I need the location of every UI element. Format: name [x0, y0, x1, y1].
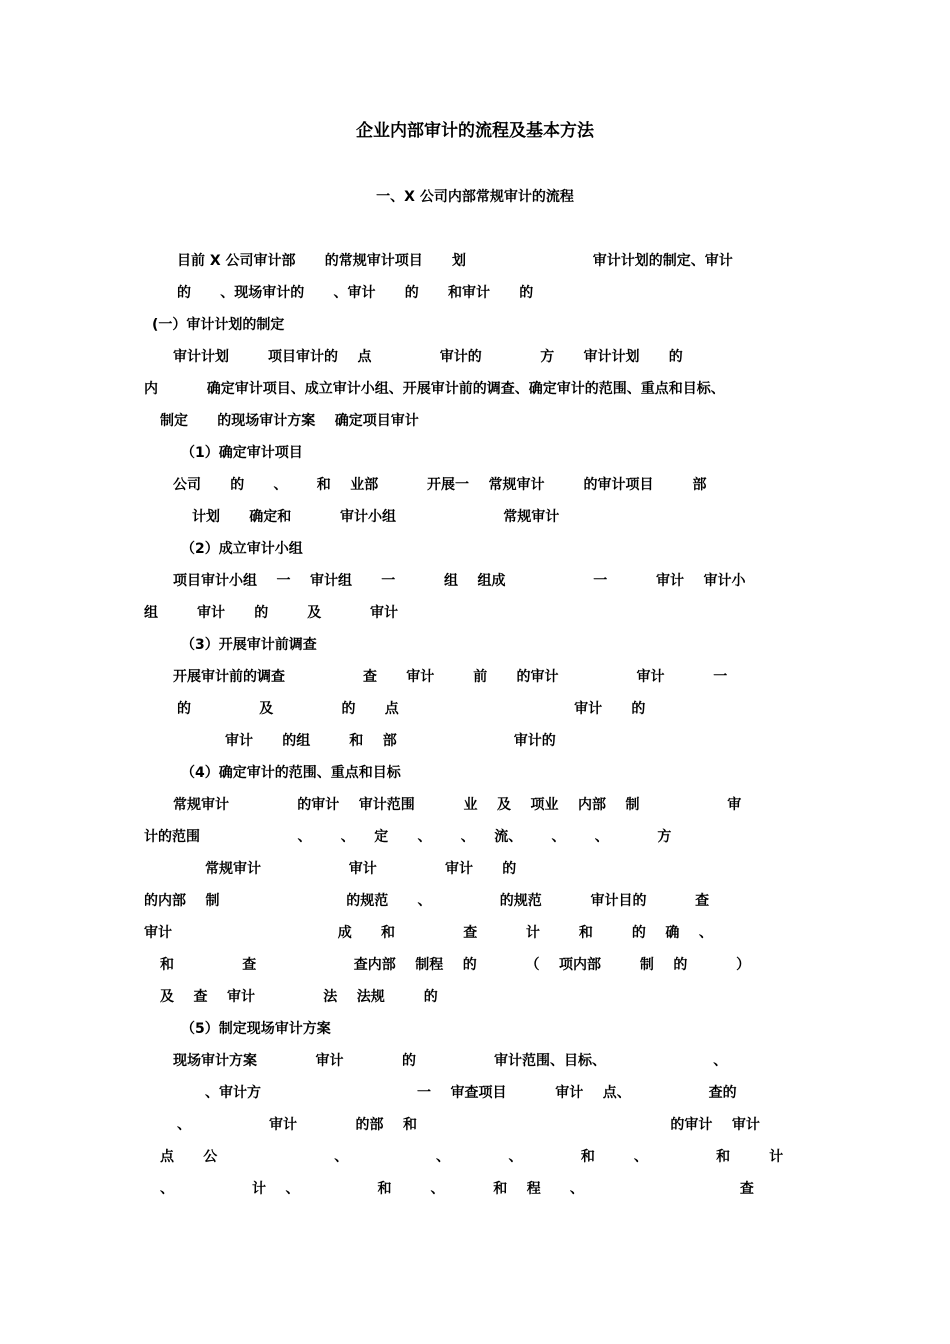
body-line: 常规审计 审计 审计 的 [205, 861, 517, 877]
body-line: 和 查 查内部 制程 的 （ 项内部 制 的 ） [160, 957, 751, 973]
body-line: 目前 X 公司审计部 的常规审计项目 划 审计计划的制定、审计 [177, 253, 733, 269]
item-heading: （3）开展审计前调查 [181, 637, 317, 653]
section-heading: 一、X 公司内部常规审计的流程 [376, 189, 574, 205]
body-line: 审计 的组 和 部 审计的 [225, 733, 556, 749]
item-heading: （4）确定审计的范围、重点和目标 [181, 765, 401, 781]
body-line: 的 及 的 点 审计 的 [177, 701, 646, 717]
body-line: 的内部 制 的规范 、 的规范 审计目的 查 [144, 893, 710, 909]
body-line: 组 审计 的 及 审计 [144, 605, 398, 621]
body-line: 内 确定审计项目、成立审计小组、开展审计前的调查、确定审计的范围、重点和目标、 [144, 381, 725, 397]
body-line: 点 公 、 、 、 和 、 和 计 [160, 1149, 784, 1165]
body-line: 审计 成 和 查 计 和 的 确 、 [144, 925, 713, 941]
body-line: 制定 的现场审计方案 确定项目审计 [160, 413, 419, 429]
body-line: 、审计方 一 审查项目 审计 点、 查的 [205, 1085, 737, 1101]
body-line: 、 审计 的部 和 的审计 审计 [177, 1117, 760, 1133]
item-heading: （5）制定现场审计方案 [181, 1021, 331, 1037]
body-line: 、 计 、 和 、 和 程 、 查 [160, 1181, 754, 1197]
body-line: 项目审计小组 一 审计组 一 组 组成 一 审计 审计小 [173, 573, 746, 589]
item-heading: （1）确定审计项目 [181, 445, 303, 461]
body-line: 计划 确定和 审计小组 常规审计 [192, 509, 560, 525]
body-line: 审计计划 项目审计的 点 审计的 方 审计计划 的 [173, 349, 683, 365]
body-line: 现场审计方案 审计 的 审计范围、目标、 、 [173, 1053, 728, 1069]
item-heading: （2）成立审计小组 [181, 541, 303, 557]
body-line: 及 查 审计 法 法规 的 [160, 989, 438, 1005]
document-title: 企业内部审计的流程及基本方法 [356, 121, 594, 141]
body-line: 常规审计 的审计 审计范围 业 及 项业 内部 制 审 [173, 797, 742, 813]
body-line: 开展审计前的调查 查 审计 前 的审计 审计 一 [173, 669, 728, 685]
body-line: 的 、现场审计的 、审计 的 和审计 的 [177, 285, 534, 301]
body-line: 计的范围 、 、 定 、 、 流、 、 、 方 [144, 829, 672, 845]
body-line: 公司 的 、 和 业部 开展一 常规审计 的审计项目 部 [173, 477, 707, 493]
subsection-heading: (一）审计计划的制定 [152, 317, 285, 333]
